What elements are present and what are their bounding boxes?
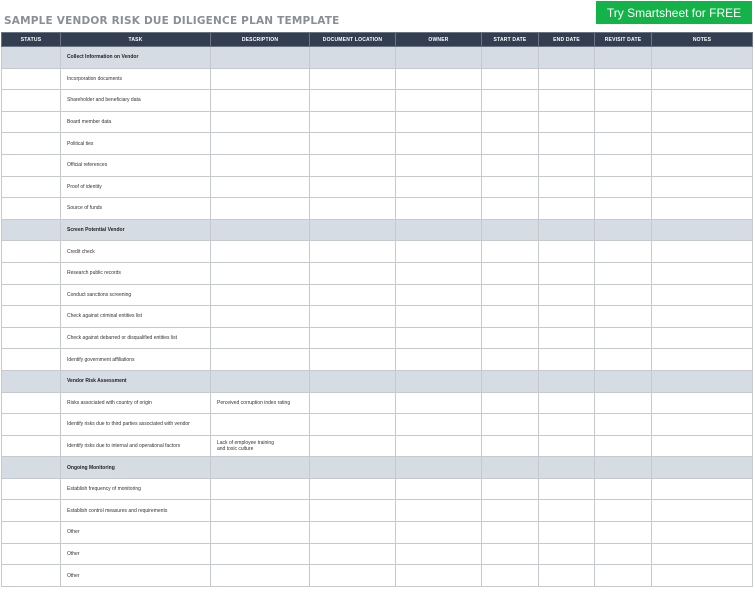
status-cell[interactable] [2,154,61,176]
revisit-date-cell[interactable] [595,327,652,349]
status-cell[interactable] [2,457,61,479]
owner-cell[interactable] [396,306,482,328]
column-header-revisit-date: REVISIT DATE [595,33,652,47]
revisit-date-cell[interactable] [595,370,652,392]
owner-cell[interactable] [396,284,482,306]
column-header-start-date: START DATE [482,33,539,47]
status-cell[interactable] [2,90,61,112]
notes-cell[interactable] [652,133,753,155]
section-header-row [2,457,753,479]
notes-cell[interactable] [652,522,753,544]
revisit-date-cell[interactable] [595,262,652,284]
table-row [2,522,753,544]
start-date-cell[interactable] [482,154,539,176]
description-cell[interactable]: Lack of employee training and toxic culture [211,435,310,457]
notes-cell[interactable] [652,154,753,176]
end-date-cell[interactable] [539,457,595,479]
status-cell[interactable] [2,349,61,371]
table-row [2,176,753,198]
task-cell[interactable]: Board member data [61,111,211,133]
end-date-cell[interactable] [539,392,595,414]
start-date-cell[interactable] [482,327,539,349]
start-date-cell[interactable] [482,414,539,436]
start-date-cell[interactable] [482,47,539,69]
end-date-cell[interactable] [539,47,595,69]
description-cell[interactable] [211,543,310,565]
revisit-date-cell[interactable] [595,522,652,544]
document-location-cell[interactable] [310,241,396,263]
notes-cell[interactable] [652,478,753,500]
revisit-date-cell[interactable] [595,414,652,436]
end-date-cell[interactable] [539,435,595,457]
table-row [2,284,753,306]
end-date-cell[interactable] [539,219,595,241]
notes-cell[interactable] [652,198,753,220]
notes-cell[interactable] [652,500,753,522]
status-cell[interactable] [2,435,61,457]
end-date-cell[interactable] [539,565,595,587]
description-cell[interactable]: Perceived corruption index rating [211,392,310,414]
start-date-cell[interactable] [482,306,539,328]
owner-cell[interactable] [396,47,482,69]
description-cell[interactable] [211,47,310,69]
table-row [2,111,753,133]
start-date-cell[interactable] [482,198,539,220]
notes-cell[interactable] [652,176,753,198]
document-location-cell[interactable] [310,349,396,371]
section-header-row [2,47,753,69]
table-row [2,543,753,565]
document-location-cell[interactable] [310,176,396,198]
status-cell[interactable] [2,241,61,263]
notes-cell[interactable] [652,262,753,284]
revisit-date-cell[interactable] [595,349,652,371]
description-cell[interactable] [211,154,310,176]
revisit-date-cell[interactable] [595,543,652,565]
revisit-date-cell[interactable] [595,47,652,69]
revisit-date-cell[interactable] [595,198,652,220]
description-cell[interactable] [211,565,310,587]
document-location-cell[interactable] [310,543,396,565]
document-location-cell[interactable] [310,435,396,457]
start-date-cell[interactable] [482,435,539,457]
revisit-date-cell[interactable] [595,478,652,500]
page-title: SAMPLE VENDOR RISK DUE DILIGENCE PLAN TEMPLATE [4,15,340,27]
table-header-row [2,33,753,47]
description-cell[interactable] [211,478,310,500]
revisit-date-cell[interactable] [595,176,652,198]
end-date-cell[interactable] [539,68,595,90]
table-row [2,327,753,349]
description-cell[interactable] [211,241,310,263]
description-cell[interactable] [211,176,310,198]
description-cell[interactable] [211,457,310,479]
task-cell[interactable]: Identify risks due to third parties associated with vendor [61,414,211,436]
notes-cell[interactable] [652,111,753,133]
task-cell[interactable]: Other [61,565,211,587]
description-cell[interactable] [211,219,310,241]
document-location-cell[interactable] [310,90,396,112]
start-date-cell[interactable] [482,370,539,392]
revisit-date-cell[interactable] [595,457,652,479]
end-date-cell[interactable] [539,133,595,155]
owner-cell[interactable] [396,262,482,284]
description-cell[interactable] [211,306,310,328]
table-row [2,565,753,587]
start-date-cell[interactable] [482,241,539,263]
owner-cell[interactable] [396,457,482,479]
notes-cell[interactable] [652,457,753,479]
owner-cell[interactable] [396,176,482,198]
column-header-status: STATUS [2,33,61,47]
table-row [2,133,753,155]
end-date-cell[interactable] [539,111,595,133]
status-cell[interactable] [2,327,61,349]
start-date-cell[interactable] [482,522,539,544]
end-date-cell[interactable] [539,478,595,500]
document-location-cell[interactable] [310,500,396,522]
table-row [2,90,753,112]
owner-cell[interactable] [396,133,482,155]
start-date-cell[interactable] [482,133,539,155]
task-cell[interactable]: Research public records [61,262,211,284]
owner-cell[interactable] [396,219,482,241]
document-location-cell[interactable] [310,457,396,479]
task-cell[interactable]: Check against criminal entities list [61,306,211,328]
notes-cell[interactable] [652,392,753,414]
task-cell[interactable]: Establish frequency of monitoring [61,478,211,500]
notes-cell[interactable] [652,219,753,241]
notes-cell[interactable] [652,241,753,263]
task-cell[interactable]: Conduct sanctions screening [61,284,211,306]
status-cell[interactable] [2,68,61,90]
revisit-date-cell[interactable] [595,133,652,155]
document-location-cell[interactable] [310,111,396,133]
notes-cell[interactable] [652,414,753,436]
owner-cell[interactable] [396,90,482,112]
description-cell[interactable] [211,327,310,349]
column-header-document-location: DOCUMENT LOCATION [310,33,396,47]
start-date-cell[interactable] [482,392,539,414]
owner-cell[interactable] [396,349,482,371]
column-header-notes: NOTES [652,33,753,47]
status-cell[interactable] [2,543,61,565]
task-cell[interactable]: Collect Information on Vendor [61,47,211,69]
start-date-cell[interactable] [482,219,539,241]
column-header-end-date: END DATE [539,33,595,47]
task-cell[interactable]: Other [61,543,211,565]
notes-cell[interactable] [652,306,753,328]
description-cell[interactable] [211,68,310,90]
owner-cell[interactable] [396,241,482,263]
end-date-cell[interactable] [539,522,595,544]
owner-cell[interactable] [396,327,482,349]
status-cell[interactable] [2,262,61,284]
document-location-cell[interactable] [310,478,396,500]
notes-cell[interactable] [652,435,753,457]
start-date-cell[interactable] [482,457,539,479]
task-cell[interactable]: Other [61,522,211,544]
start-date-cell[interactable] [482,500,539,522]
table-row [2,198,753,220]
status-cell[interactable] [2,565,61,587]
start-date-cell[interactable] [482,565,539,587]
end-date-cell[interactable] [539,198,595,220]
task-cell[interactable]: Proof of identity [61,176,211,198]
notes-cell[interactable] [652,284,753,306]
due-diligence-table [1,32,753,587]
end-date-cell[interactable] [539,414,595,436]
document-location-cell[interactable] [310,392,396,414]
status-cell[interactable] [2,522,61,544]
table-row [2,414,753,436]
document-location-cell[interactable] [310,219,396,241]
task-cell[interactable]: Ongoing Monitoring [61,457,211,479]
revisit-date-cell[interactable] [595,68,652,90]
task-cell[interactable]: Source of funds [61,198,211,220]
owner-cell[interactable] [396,392,482,414]
status-cell[interactable] [2,500,61,522]
revisit-date-cell[interactable] [595,392,652,414]
notes-cell[interactable] [652,370,753,392]
task-cell[interactable]: Credit check [61,241,211,263]
revisit-date-cell[interactable] [595,154,652,176]
start-date-cell[interactable] [482,349,539,371]
task-cell[interactable]: Official references [61,154,211,176]
revisit-date-cell[interactable] [595,435,652,457]
table-row [2,349,753,371]
table-row [2,241,753,263]
start-date-cell[interactable] [482,478,539,500]
description-cell[interactable] [211,90,310,112]
table-row [2,306,753,328]
task-cell[interactable]: Identify risks due to internal and operational factors [61,435,211,457]
document-location-cell[interactable] [310,414,396,436]
revisit-date-cell[interactable] [595,111,652,133]
description-cell[interactable] [211,111,310,133]
owner-cell[interactable] [396,543,482,565]
revisit-date-cell[interactable] [595,219,652,241]
end-date-cell[interactable] [539,370,595,392]
revisit-date-cell[interactable] [595,306,652,328]
status-cell[interactable] [2,392,61,414]
table-row [2,500,753,522]
notes-cell[interactable] [652,90,753,112]
end-date-cell[interactable] [539,241,595,263]
task-cell[interactable]: Vendor Risk Assessment [61,370,211,392]
task-cell[interactable]: Incorporation documents [61,68,211,90]
owner-cell[interactable] [396,68,482,90]
owner-cell[interactable] [396,500,482,522]
end-date-cell[interactable] [539,262,595,284]
owner-cell[interactable] [396,414,482,436]
owner-cell[interactable] [396,522,482,544]
owner-cell[interactable] [396,198,482,220]
table-row [2,435,753,457]
document-location-cell[interactable] [310,133,396,155]
end-date-cell[interactable] [539,500,595,522]
document-location-cell[interactable] [310,154,396,176]
document-location-cell[interactable] [310,306,396,328]
status-cell[interactable] [2,370,61,392]
revisit-date-cell[interactable] [595,500,652,522]
try-smartsheet-button[interactable]: Try Smartsheet for FREE [596,1,752,24]
end-date-cell[interactable] [539,327,595,349]
notes-cell[interactable] [652,349,753,371]
revisit-date-cell[interactable] [595,284,652,306]
revisit-date-cell[interactable] [595,565,652,587]
status-cell[interactable] [2,414,61,436]
document-location-cell[interactable] [310,262,396,284]
column-header-owner: OWNER [396,33,482,47]
document-location-cell[interactable] [310,522,396,544]
owner-cell[interactable] [396,370,482,392]
start-date-cell[interactable] [482,543,539,565]
owner-cell[interactable] [396,154,482,176]
owner-cell[interactable] [396,435,482,457]
revisit-date-cell[interactable] [595,241,652,263]
end-date-cell[interactable] [539,154,595,176]
start-date-cell[interactable] [482,90,539,112]
end-date-cell[interactable] [539,543,595,565]
owner-cell[interactable] [396,111,482,133]
start-date-cell[interactable] [482,111,539,133]
description-cell[interactable] [211,370,310,392]
end-date-cell[interactable] [539,284,595,306]
status-cell[interactable] [2,133,61,155]
description-cell[interactable] [211,284,310,306]
document-location-cell[interactable] [310,47,396,69]
column-header-description: DESCRIPTION [211,33,310,47]
start-date-cell[interactable] [482,262,539,284]
description-cell[interactable] [211,522,310,544]
end-date-cell[interactable] [539,176,595,198]
table-row [2,392,753,414]
notes-cell[interactable] [652,47,753,69]
description-cell[interactable] [211,198,310,220]
task-cell[interactable]: Shareholder and beneficiary data [61,90,211,112]
notes-cell[interactable] [652,327,753,349]
description-cell[interactable] [211,414,310,436]
notes-cell[interactable] [652,565,753,587]
task-cell[interactable]: Establish control measures and requirements [61,500,211,522]
description-cell[interactable] [211,349,310,371]
owner-cell[interactable] [396,478,482,500]
document-location-cell[interactable] [310,327,396,349]
start-date-cell[interactable] [482,176,539,198]
document-location-cell[interactable] [310,68,396,90]
task-cell[interactable]: Screen Potential Vendor [61,219,211,241]
table-row [2,154,753,176]
table-row [2,68,753,90]
revisit-date-cell[interactable] [595,90,652,112]
status-cell[interactable] [2,478,61,500]
start-date-cell[interactable] [482,68,539,90]
notes-cell[interactable] [652,543,753,565]
document-location-cell[interactable] [310,370,396,392]
section-header-row [2,370,753,392]
task-cell[interactable]: Identify government affiliations [61,349,211,371]
status-cell[interactable] [2,111,61,133]
table-body [2,47,753,587]
description-cell[interactable] [211,262,310,284]
task-cell[interactable]: Political ties [61,133,211,155]
table-row [2,262,753,284]
status-cell[interactable] [2,306,61,328]
status-cell[interactable] [2,47,61,69]
status-cell[interactable] [2,198,61,220]
end-date-cell[interactable] [539,90,595,112]
task-cell[interactable]: Check against debarred or disqualified entities list [61,327,211,349]
owner-cell[interactable] [396,565,482,587]
end-date-cell[interactable] [539,349,595,371]
end-date-cell[interactable] [539,306,595,328]
notes-cell[interactable] [652,68,753,90]
description-cell[interactable] [211,500,310,522]
document-location-cell[interactable] [310,284,396,306]
status-cell[interactable] [2,176,61,198]
section-header-row [2,219,753,241]
status-cell[interactable] [2,219,61,241]
table-row [2,478,753,500]
start-date-cell[interactable] [482,284,539,306]
task-cell[interactable]: Risks associated with country of origin [61,392,211,414]
column-header-task: TASK [61,33,211,47]
status-cell[interactable] [2,284,61,306]
description-cell[interactable] [211,133,310,155]
document-location-cell[interactable] [310,198,396,220]
document-location-cell[interactable] [310,565,396,587]
